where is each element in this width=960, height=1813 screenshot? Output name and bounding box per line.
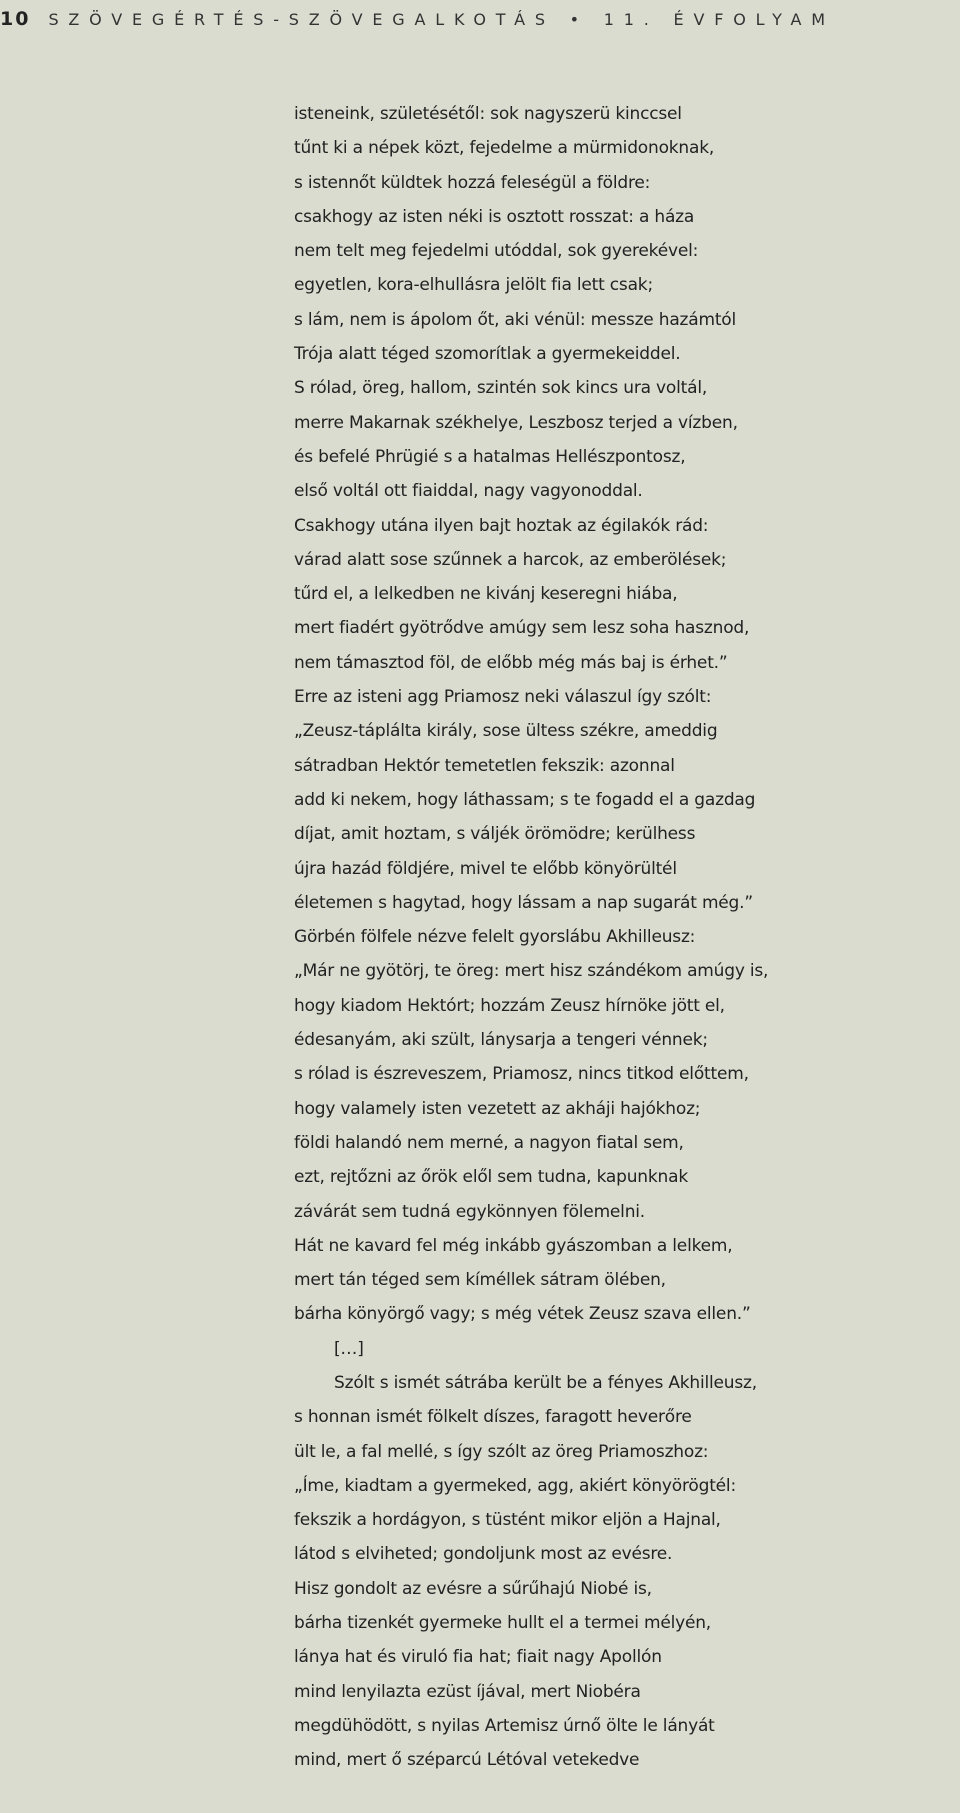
poem-line: ezt, rejtőzni az őrök elől sem tudna, kapunknak xyxy=(294,1167,688,1188)
poem-line: Hát ne kavard fel még inkább gyászomban a lelkem, xyxy=(294,1235,733,1256)
poem-line: mind lenyilazta ezüst íjával, mert Niobéra xyxy=(294,1681,641,1702)
poem-line: mert tán téged sem kíméllek sátram ölében, xyxy=(294,1270,666,1291)
poem-line: Erre az isteni agg Priamosz neki válaszul így szólt: xyxy=(294,687,712,708)
poem-line: díjat, amit hoztam, s váljék örömödre; kerülhess xyxy=(294,824,696,845)
poem-line: várad alatt sose szűnnek a harcok, az emberölések; xyxy=(294,549,727,570)
poem-line: lánya hat és viruló fia hat; fiait nagy Apollón xyxy=(294,1647,662,1668)
poem-line: hogy kiadom Hektórt; hozzám Zeusz hírnöke jött el, xyxy=(294,995,725,1016)
poem-line: „Már ne gyötörj, te öreg: mert hisz szándékom amúgy is, xyxy=(294,961,769,982)
poem-line: tűnt ki a népek közt, fejedelme a mürmidonoknak, xyxy=(294,138,715,159)
poem-line: csakhogy az isten néki is osztott rosszat: a háza xyxy=(294,206,695,227)
poem-line: bárha könyörgő vagy; s még vétek Zeusz szava ellen.” xyxy=(294,1304,751,1325)
poem-line: add ki nekem, hogy láthassam; s te fogadd el a gazdag xyxy=(294,789,756,810)
poem-line: s rólad is észreveszem, Priamosz, nincs titkod előttem, xyxy=(294,1064,749,1085)
poem-line: tűrd el, a lelkedben ne kivánj keseregni hiába, xyxy=(294,584,678,605)
poem-line: „Zeusz-táplálta király, sose ültess székre, ameddig xyxy=(294,721,718,742)
poem-line: „Íme, kiadtam a gyermeked, agg, akiért könyörögtél: xyxy=(294,1475,736,1496)
poem-line: S rólad, öreg, hallom, szintén sok kincs ura voltál, xyxy=(294,378,708,399)
poem-line: Trója alatt téged szomorítlak a gyermekeiddel. xyxy=(294,344,681,365)
poem-line: Görbén fölfele nézve felelt gyorslábu Akhilleusz: xyxy=(294,927,696,948)
poem-line: fekszik a hordágyon, s tüstént mikor eljön a Hajnal, xyxy=(294,1510,721,1531)
poem-line: ült le, a fal mellé, s így szólt az öreg Priamoszhoz: xyxy=(294,1441,709,1462)
poem-line: s lám, nem is ápolom őt, aki vénül: messze hazámtól xyxy=(294,309,737,330)
poem-line: bárha tizenkét gyermeke hullt el a termei mélyén, xyxy=(294,1613,712,1634)
poem-line: sátradban Hektór temetetlen fekszik: azonnal xyxy=(294,755,675,776)
poem-line: életemen s hagytad, hogy lássam a nap sugarát még.” xyxy=(294,892,753,913)
poem-line: Hisz gondolt az evésre a sűrűhajú Niobé is, xyxy=(294,1578,652,1599)
poem-line: s istennőt küldtek hozzá feleségül a földre: xyxy=(294,172,651,193)
poem-line: s honnan ismét fölkelt díszes, faragott heverőre xyxy=(294,1407,692,1428)
page-number: 10 xyxy=(0,8,31,30)
poem-line: és befelé Phrügié s a hatalmas Hellészpontosz, xyxy=(294,446,686,467)
poem-line: závárát sem tudná egykönnyen fölemelni. xyxy=(294,1201,646,1222)
poem-line: első voltál ott fiaiddal, nagy vagyonoddal. xyxy=(294,481,643,502)
poem-line: földi halandó nem merné, a nagyon fiatal sem, xyxy=(294,1132,684,1153)
poem-line: hogy valamely isten vezetett az akháji hajókhoz; xyxy=(294,1098,701,1119)
poem-line: isteneink, születésétől: sok nagyszerü kinccsel xyxy=(294,104,682,124)
poem-line: újra hazád földjére, mivel te előbb könyörültél xyxy=(294,858,677,879)
poem-line: megdühödött, s nyilas Artemisz úrnő ölte le lányát xyxy=(294,1715,715,1736)
poem-line: nem telt meg fejedelmi utóddal, sok gyerekével: xyxy=(294,241,699,262)
poem-line: nem támasztod föl, de előbb még más baj is érhet.” xyxy=(294,652,728,673)
page-header xyxy=(0,4,835,34)
poem-line: […] xyxy=(334,1338,364,1359)
running-title: SZÖVEGÉRTÉS-SZÖVEGALKOTÁS • 11. ÉVFOLYAM xyxy=(48,9,835,29)
poem-line: egyetlen, kora-elhullásra jelölt fia lett csak; xyxy=(294,275,653,296)
poem-line: merre Makarnak székhelye, Leszbosz terjed a vízben, xyxy=(294,412,738,433)
poem-line: mind, mert ő széparcú Létóval vetekedve xyxy=(294,1750,640,1771)
poem-line: édesanyám, aki szült, lánysarja a tengeri vénnek; xyxy=(294,1030,708,1051)
poem-line: látod s elviheted; gondoljunk most az evésre. xyxy=(294,1544,673,1565)
poem-line: mert fiadért gyötrődve amúgy sem lesz soha hasznod, xyxy=(294,618,750,639)
poem-line: Csakhogy utána ilyen bajt hoztak az égilakók rád: xyxy=(294,515,709,536)
poem-line: Szólt s ismét sátrába került be a fényes Akhilleusz, xyxy=(334,1372,757,1393)
poem-text xyxy=(294,97,960,1778)
